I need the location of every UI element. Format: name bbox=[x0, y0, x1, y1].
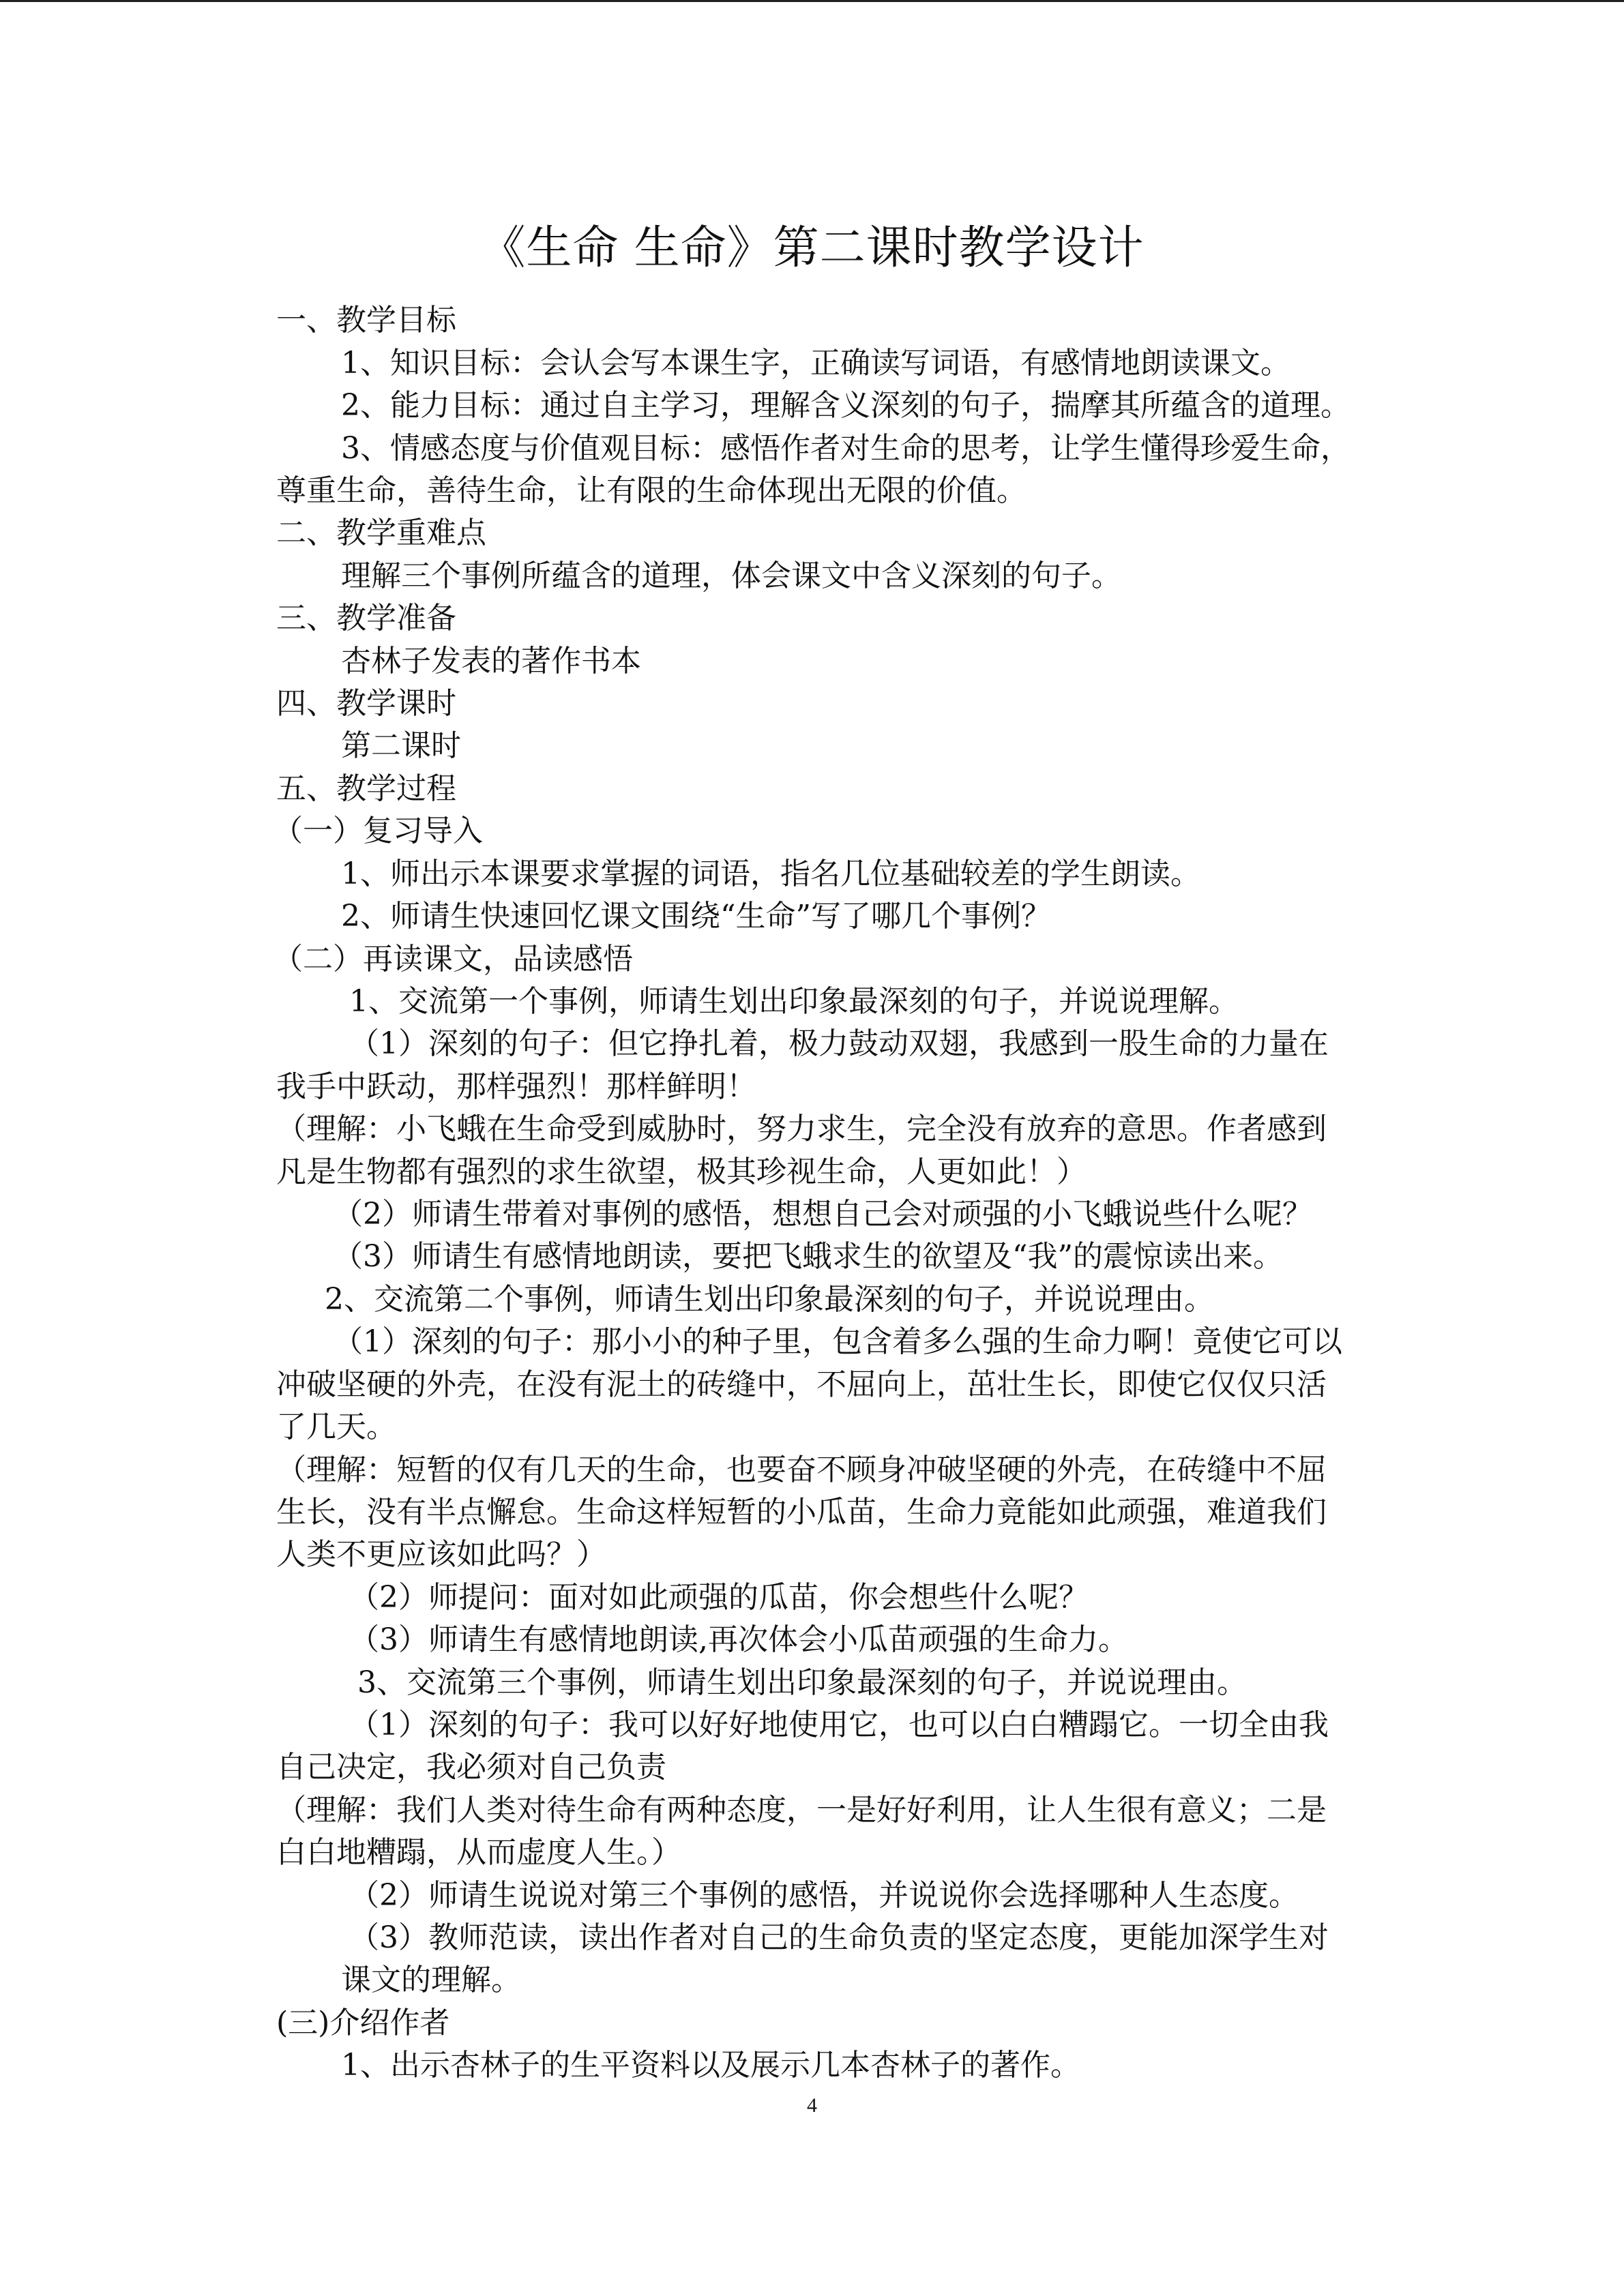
heading-process: 五、教学过程 bbox=[276, 771, 456, 806]
example-3-understanding-cont: 白白地糟蹋，从而虚度人生。） bbox=[276, 1835, 681, 1870]
example-1-intro: 1、交流第一个事例，师请生划出印象最深刻的句子，并说说理解。 bbox=[349, 984, 1239, 1019]
goal-ability: 2、能力目标：通过自主学习，理解含义深刻的句子，揣摩其所蕴含的道理。 bbox=[341, 388, 1350, 423]
section-author: (三)介绍作者 bbox=[276, 2006, 450, 2040]
document-title: 《生命 生命》第二课时教学设计 bbox=[479, 221, 1145, 274]
example-2-sentence-end: 了几天。 bbox=[276, 1410, 396, 1444]
example-2-understanding-end: 人类不更应该如此吗？） bbox=[276, 1537, 606, 1572]
example-2-intro: 2、交流第二个事例，师请生划出印象最深刻的句子，并说说理由。 bbox=[325, 1282, 1214, 1317]
example-1-understanding: （理解：小飞蛾在生命受到威胁时，努力求生，完全没有放弃的意思。作者感到 bbox=[276, 1112, 1327, 1146]
example-1-step-3: （3）师请生有感情地朗读，要把飞蛾求生的欲望及“我”的震惊读出来。 bbox=[333, 1239, 1283, 1274]
example-3-step-3-cont: 课文的理解。 bbox=[341, 1963, 521, 1997]
example-1-sentence-cont: 我手中跃动，那样强烈！那样鲜明！ bbox=[276, 1069, 756, 1104]
example-2-understanding: （理解：短暂的仅有几天的生命，也要奋不顾身冲破坚硬的外壳，在砖缝中不屈 bbox=[276, 1452, 1327, 1487]
example-3-step-3: （3）教师范读，读出作者对自己的生命负责的坚定态度，更能加深学生对 bbox=[349, 1920, 1329, 1955]
author-item-1: 1、出示杏林子的生平资料以及展示几本杏林子的著作。 bbox=[341, 2048, 1080, 2083]
example-1-sentence: （1）深刻的句子：但它挣扎着，极力鼓动双翅，我感到一股生命的力量在 bbox=[349, 1026, 1329, 1061]
example-3-sentence-cont: 自己决定，我必须对自己负责 bbox=[276, 1750, 666, 1785]
section-reread: （二）再读课文，品读感悟 bbox=[273, 942, 633, 976]
example-3-intro: 3、交流第三个事例，师请生划出印象最深刻的句子，并说说理由。 bbox=[357, 1665, 1247, 1700]
goal-emotion: 3、情感态度与价值观目标：感悟作者对生命的思考，让学生懂得珍爱生命， bbox=[341, 431, 1350, 466]
section-review: （一）复习导入 bbox=[273, 814, 483, 848]
goal-knowledge: 1、知识目标：会认会写本课生字，正确读写词语，有感情地朗读课文。 bbox=[341, 346, 1290, 381]
preparation-text: 杏林子发表的著作书本 bbox=[341, 644, 641, 679]
key-points-text: 理解三个事例所蕴含的道理，体会课文中含义深刻的句子。 bbox=[341, 558, 1121, 593]
example-3-step-2: （2）师请生说说对第三个事例的感悟，并说说你会选择哪种人生态度。 bbox=[349, 1878, 1299, 1913]
page-top-border bbox=[0, 0, 1624, 2]
example-2-sentence: （1）深刻的句子：那小小的种子里，包含着多么强的生命力啊！竟使它可以 bbox=[333, 1324, 1342, 1359]
example-2-step-3: （3）师请生有感情地朗读,再次体会小瓜苗顽强的生命力。 bbox=[349, 1622, 1128, 1657]
example-1-understanding-cont: 凡是生物都有强烈的求生欲望，极其珍视生命，人更如此！） bbox=[276, 1154, 1087, 1189]
example-3-sentence: （1）深刻的句子：我可以好好地使用它，也可以白白糟蹋它。一切全由我 bbox=[349, 1708, 1329, 1742]
page-number: 4 bbox=[807, 2094, 817, 2117]
periods-text: 第二课时 bbox=[341, 728, 461, 763]
example-2-understanding-cont: 生长，没有半点懈怠。生命这样短暂的小瓜苗，生命力竟能如此顽强，难道我们 bbox=[276, 1495, 1327, 1530]
heading-preparation: 三、教学准备 bbox=[276, 601, 456, 636]
review-item-2: 2、师请生快速回忆课文围绕“生命”写了哪几个事例？ bbox=[341, 899, 1051, 934]
example-2-step-2: （2）师提问：面对如此顽强的瓜苗，你会想些什么呢？ bbox=[349, 1580, 1089, 1615]
goal-emotion-cont: 尊重生命，善待生命，让有限的生命体现出无限的价值。 bbox=[276, 473, 1027, 508]
heading-key-points: 二、教学重难点 bbox=[276, 516, 486, 550]
heading-teaching-goals: 一、教学目标 bbox=[276, 303, 456, 338]
example-1-step-2: （2）师请生带着对事例的感悟，想想自己会对顽强的小飞蛾说些什么呢？ bbox=[333, 1197, 1312, 1232]
review-item-1: 1、师出示本课要求掌握的词语，指名几位基础较差的学生朗读。 bbox=[341, 856, 1200, 891]
heading-periods: 四、教学课时 bbox=[276, 686, 456, 721]
example-3-understanding: （理解：我们人类对待生命有两种态度，一是好好利用，让人生很有意义；二是 bbox=[276, 1793, 1327, 1828]
example-2-sentence-cont: 冲破坚硬的外壳，在没有泥土的砖缝中，不屈向上，茁壮生长，即使它仅仅只活 bbox=[276, 1367, 1327, 1402]
